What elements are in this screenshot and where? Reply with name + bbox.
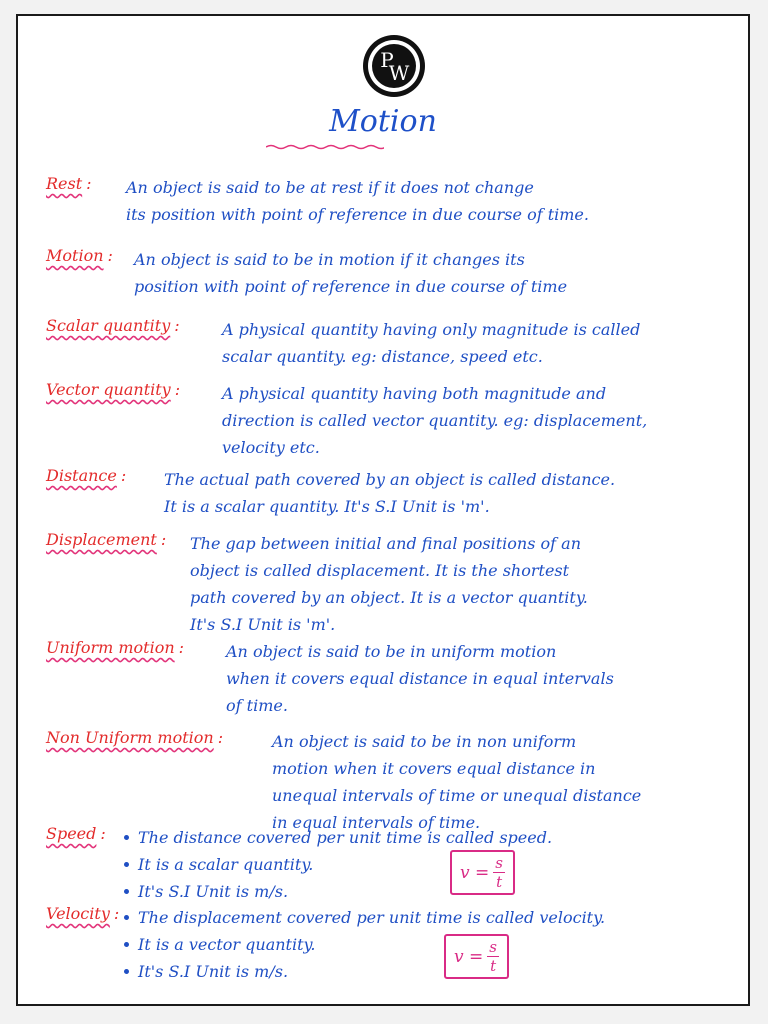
definition-line: of time. bbox=[226, 696, 288, 715]
definition-line: velocity etc. bbox=[222, 438, 320, 457]
term-label: Vector quantity : bbox=[46, 380, 181, 399]
entry-rest bbox=[46, 174, 734, 228]
term-label: Distance : bbox=[46, 466, 127, 485]
formula-fraction bbox=[487, 938, 499, 975]
definition-line: direction is called vector quantity. eg: displacement, bbox=[222, 411, 648, 430]
list-item: It is a scalar quantity. bbox=[124, 851, 734, 878]
term-label: Displacement : bbox=[46, 530, 167, 549]
page-title: Motion bbox=[329, 104, 437, 139]
definition-line: It is a scalar quantity. It's S.I Unit is 'm'. bbox=[164, 497, 490, 516]
formula-numerator: s bbox=[489, 938, 497, 956]
title-underline bbox=[266, 144, 384, 150]
term-label: Scalar quantity : bbox=[46, 316, 180, 335]
entry-vector-quantity bbox=[46, 380, 734, 461]
entry-scalar-quantity bbox=[46, 316, 734, 370]
definition bbox=[134, 246, 734, 300]
definition-line: It's S.I Unit is 'm'. bbox=[190, 615, 336, 634]
definition-line: scalar quantity. eg: distance, speed etc. bbox=[222, 347, 543, 366]
definition bbox=[190, 530, 734, 638]
notes-sheet bbox=[16, 14, 750, 1006]
velocity-formula bbox=[444, 934, 509, 979]
definition bbox=[222, 380, 734, 461]
entry-velocity bbox=[46, 904, 734, 985]
entry-distance bbox=[46, 466, 734, 520]
definition-line: The actual path covered by an object is called distance. bbox=[164, 470, 616, 489]
formula-numerator: s bbox=[495, 854, 503, 872]
entry-non-uniform-motion bbox=[46, 728, 734, 836]
definition-line: in equal intervals of time. bbox=[272, 813, 481, 832]
definition bbox=[222, 316, 734, 370]
formula-denominator: t bbox=[496, 873, 503, 891]
entry-motion bbox=[46, 246, 734, 300]
definition bbox=[226, 638, 734, 719]
list-item: The distance covered per unit time is called speed. bbox=[124, 824, 734, 851]
list-item: It is a vector quantity. bbox=[124, 931, 734, 958]
formula-denominator: t bbox=[490, 957, 497, 975]
speed-formula bbox=[450, 850, 515, 895]
bullet-list bbox=[124, 824, 734, 905]
definition-line: motion when it covers equal distance in bbox=[272, 759, 596, 778]
term-label: Rest : bbox=[46, 174, 92, 193]
term-label: Non Uniform motion : bbox=[46, 728, 224, 747]
pw-logo bbox=[362, 34, 426, 98]
definition-line: object is called displacement. It is the shortest bbox=[190, 561, 570, 580]
definition-line: An object is said to be in motion if it changes its bbox=[134, 250, 525, 269]
term-label: Speed : bbox=[46, 824, 106, 843]
definition-line: position with point of reference in due course of time bbox=[134, 277, 568, 296]
bullet-list bbox=[124, 904, 734, 985]
definition bbox=[126, 174, 734, 228]
formula-lhs: v = bbox=[460, 862, 490, 883]
definition-line: An object is said to be in uniform motion bbox=[226, 642, 557, 661]
list-item: It's S.I Unit is m/s. bbox=[124, 878, 734, 905]
term-label: Uniform motion : bbox=[46, 638, 185, 657]
definition-line: when it covers equal distance in equal intervals bbox=[226, 669, 614, 688]
formula-fraction bbox=[493, 854, 505, 891]
svg-text:P: P bbox=[380, 48, 394, 72]
entry-speed bbox=[46, 824, 734, 905]
definition-line: unequal intervals of time or unequal distance bbox=[272, 786, 642, 805]
svg-text:W: W bbox=[388, 61, 410, 85]
definition-line: The gap between initial and final positions of an bbox=[190, 534, 581, 553]
definition bbox=[272, 728, 734, 836]
formula-lhs: v = bbox=[454, 946, 484, 967]
entry-uniform-motion bbox=[46, 638, 734, 719]
list-item: It's S.I Unit is m/s. bbox=[124, 958, 734, 985]
definition bbox=[164, 466, 734, 520]
definition-line: A physical quantity having only magnitude is called bbox=[222, 320, 641, 339]
definition-line: An object is said to be at rest if it does not change bbox=[126, 178, 534, 197]
list-item: The displacement covered per unit time is called velocity. bbox=[124, 904, 734, 931]
definition-line: path covered by an object. It is a vector quantity. bbox=[190, 588, 588, 607]
entry-displacement bbox=[46, 530, 734, 638]
term-label: Velocity : bbox=[46, 904, 120, 923]
definition-line: An object is said to be in non uniform bbox=[272, 732, 577, 751]
term-label: Motion : bbox=[46, 246, 113, 265]
definition-line: its position with point of reference in due course of time. bbox=[126, 205, 589, 224]
definition-line: A physical quantity having both magnitude and bbox=[222, 384, 607, 403]
